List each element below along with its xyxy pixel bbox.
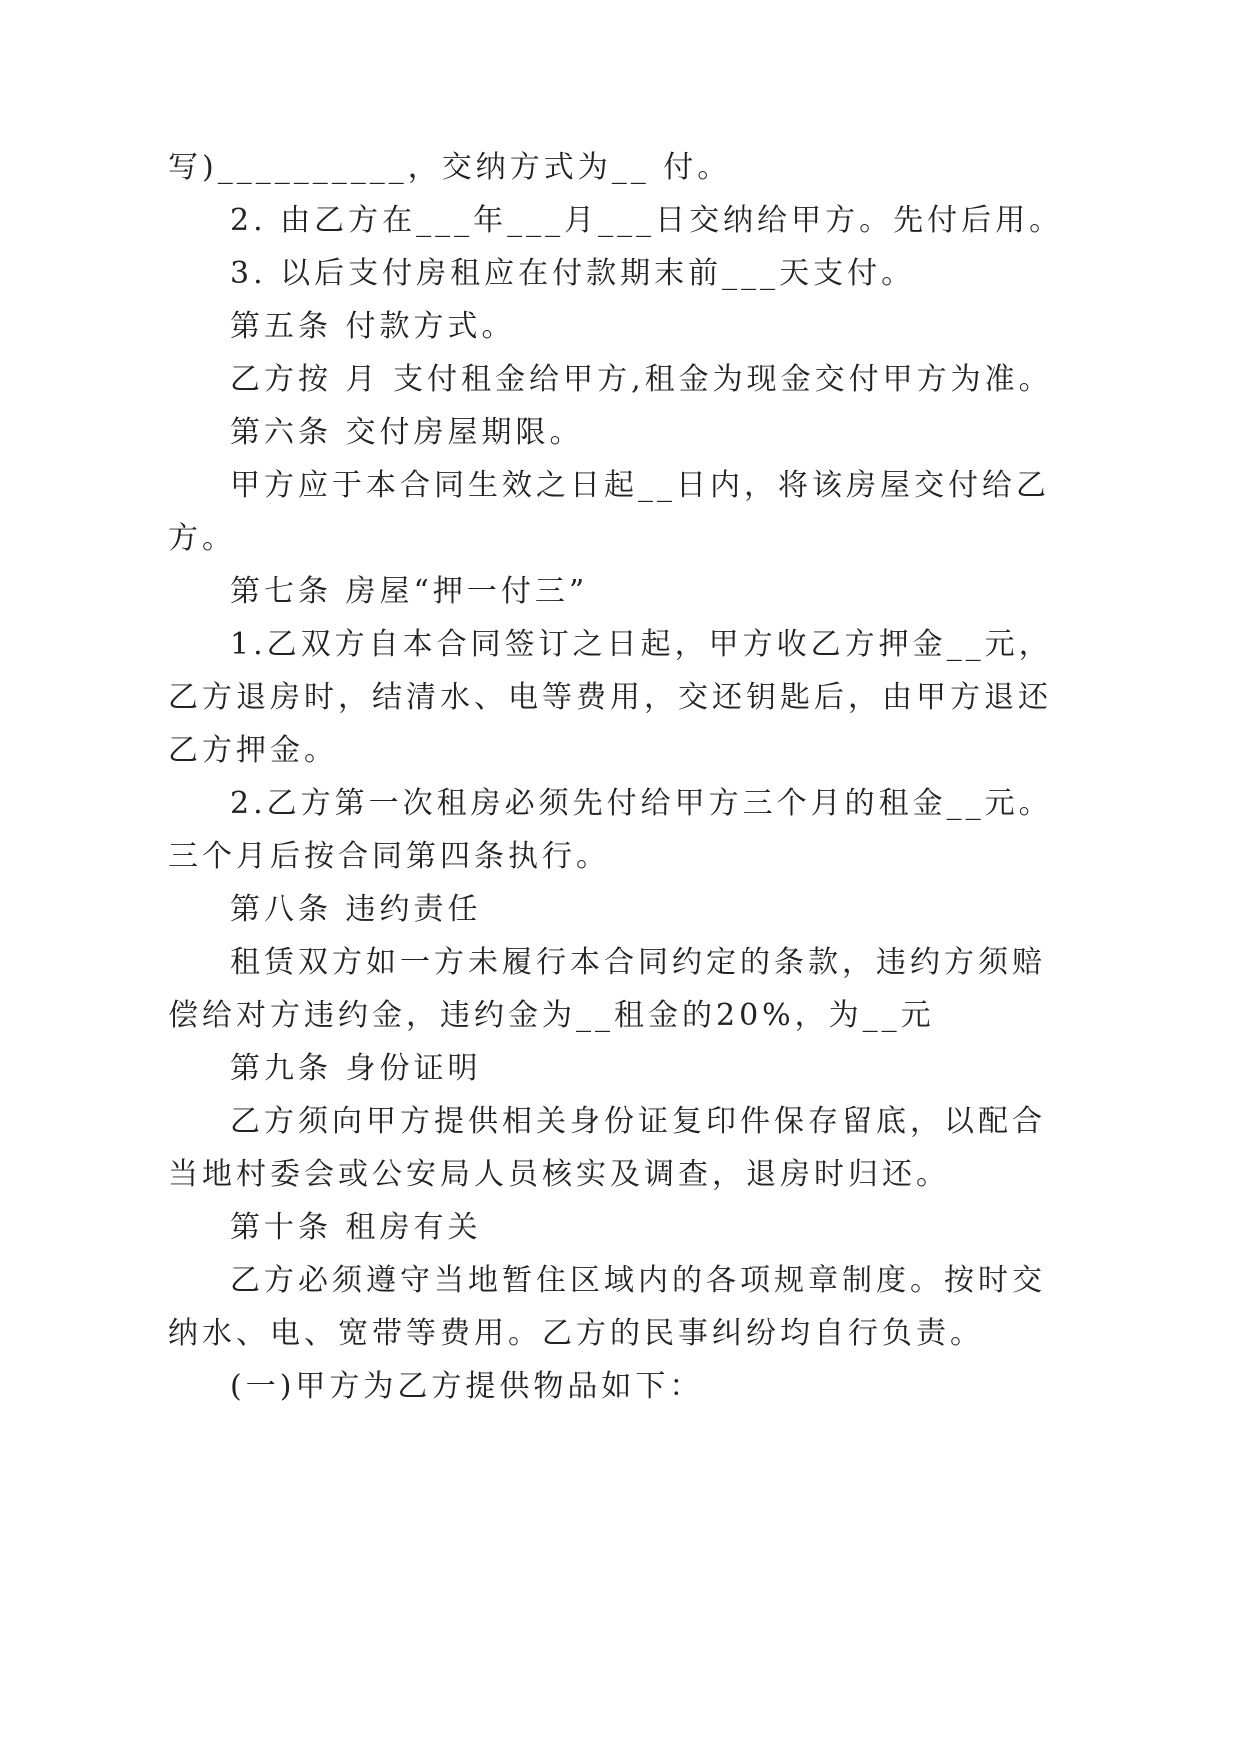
text-line: 2. 由乙方在___年___月___日交纳给甲方。先付后用。 [230, 203, 1064, 238]
text-line: 3. 以后支付房租应在付款期末前___天支付。 [230, 256, 916, 291]
text-line: 乙方必须遵守当地暂住区域内的各项规章制度。按时交 [230, 1263, 1046, 1298]
text-line: 1.乙双方自本合同签订之日起，甲方收乙方押金__元， [230, 627, 1053, 662]
text-line: 纳水、电、宽带等费用。乙方的民事纠纷均自行负责。 [168, 1316, 984, 1351]
text-line: 乙方按 月 支付租金给甲方,租金为现金交付甲方为准。 [230, 362, 1053, 397]
section-heading: 第九条 身份证明 [230, 1051, 482, 1086]
section-heading: 第六条 交付房屋期限。 [230, 415, 584, 450]
section-heading: 第十条 租房有关 [230, 1210, 482, 1245]
text-line: 写)__________，交纳方式为__ 付。 [168, 150, 732, 185]
section-heading: 第七条 房屋“押一付三” [230, 574, 589, 609]
section-heading: 第八条 违约责任 [230, 892, 482, 927]
text-line: (一)甲方为乙方提供物品如下： [230, 1369, 704, 1404]
text-line: 乙方退房时，结清水、电等费用，交还钥匙后，由甲方退还 [168, 680, 1052, 715]
text-line: 乙方须向甲方提供相关身份证复印件保存留底，以配合 [230, 1104, 1046, 1139]
text-line: 当地村委会或公安局人员核实及调查，退房时归还。 [168, 1157, 950, 1192]
text-line: 偿给对方违约金，违约金为__租金的20%，为__元 [168, 998, 935, 1033]
text-line: 租赁双方如一方未履行本合同约定的条款，违约方须赔 [230, 945, 1046, 980]
section-heading: 第五条 付款方式。 [230, 309, 516, 344]
text-line: 三个月后按合同第四条执行。 [168, 839, 610, 874]
text-line: 甲方应于本合同生效之日起__日内，将该房屋交付给乙 [230, 468, 1050, 503]
text-line: 2.乙方第一次租房必须先付给甲方三个月的租金__元。 [230, 786, 1053, 821]
text-line: 乙方押金。 [168, 733, 338, 768]
text-line: 方。 [168, 521, 236, 556]
